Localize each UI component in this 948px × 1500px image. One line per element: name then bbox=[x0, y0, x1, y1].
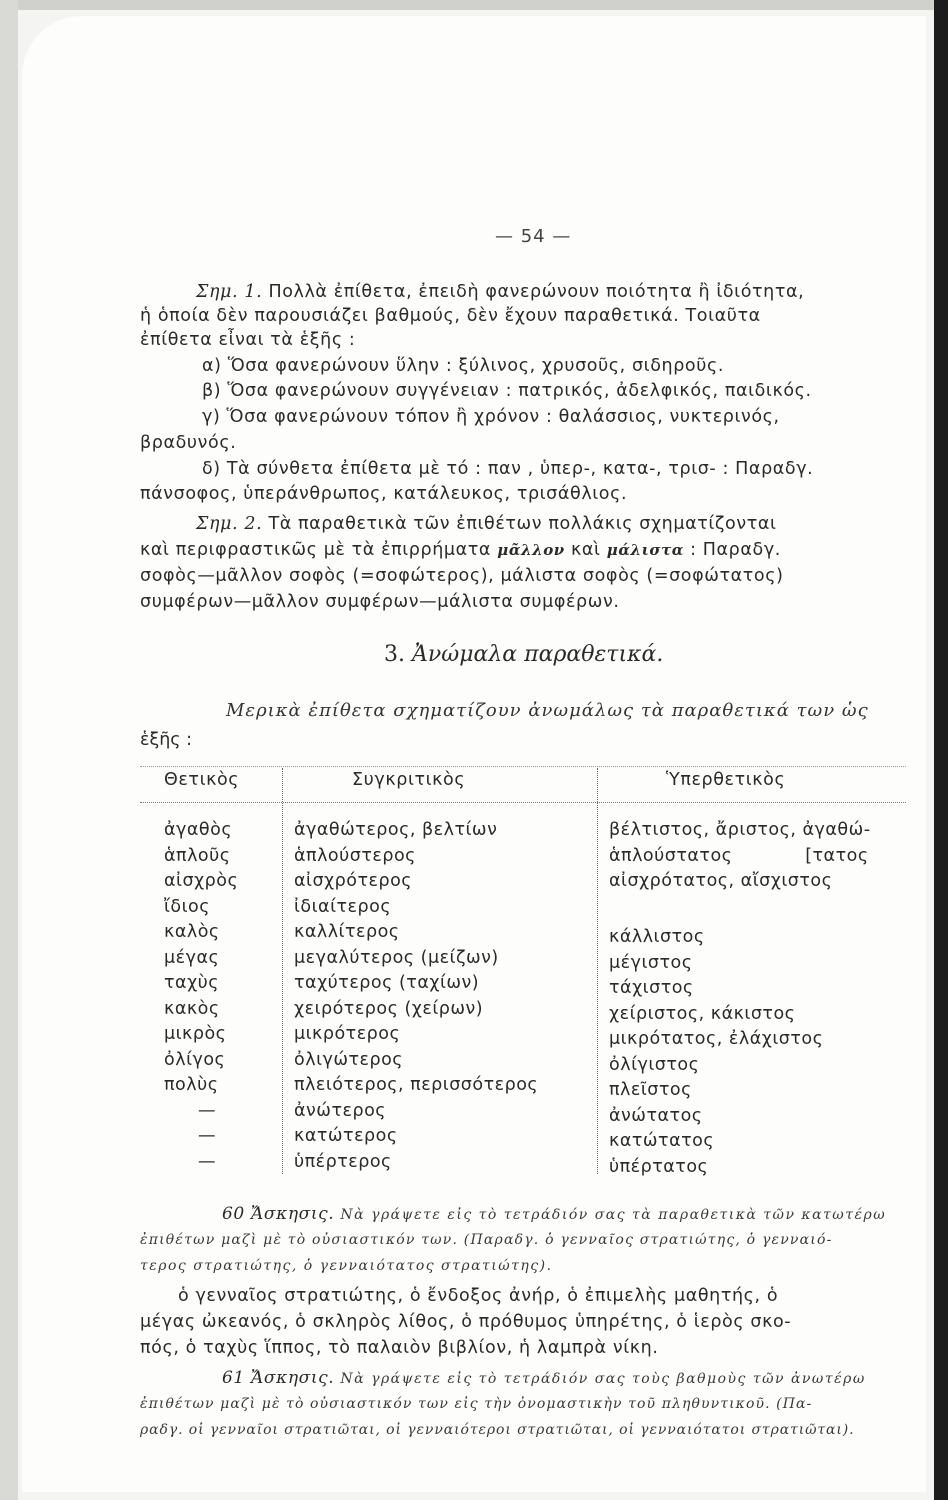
scan-edge-top bbox=[0, 0, 948, 10]
note2-line-4: συμφέρων—μᾶλλον συμφέρων—μάλιστα συμφέρων. bbox=[140, 592, 620, 612]
table-cell: — bbox=[198, 1100, 216, 1121]
note2-label: Σημ. 2. bbox=[196, 514, 263, 534]
table-cell: πλειότερος, περισσότερος bbox=[294, 1075, 539, 1095]
table-cell: ἰδιαίτερος bbox=[294, 896, 392, 917]
note1-item-d: δ) Τὰ σύνθετα ἐπίθετα μὲ τό : παν , ὑπερ-, κατα-, τρισ- : Παραδγ. bbox=[202, 459, 814, 479]
table-cell: ἴδιος bbox=[164, 896, 211, 917]
note1-label: Σημ. 1. bbox=[196, 282, 263, 302]
exercise60-text-2: μέγας ὠκεανός, ὁ σκληρὸς λίθος, ὁ πρόθυμος ὑπηρέτης, ὁ ἱερὸς σκο- bbox=[140, 1312, 792, 1332]
exercise60-line-2: ἐπιθέτων μαζὶ μὲ τὸ οὐσιαστικόν των. (Παραδγ. ὁ γενναῖος στρατιώτης, ὁ γενναιό- bbox=[140, 1232, 833, 1248]
table-divider-1 bbox=[282, 768, 283, 1174]
note1-item-c-cont: βραδυνός. bbox=[140, 433, 237, 453]
intro-line-2: ἑξῆς : bbox=[140, 730, 193, 750]
note1-item-b: β) Ὅσα φανερώνουν συγγένειαν : πατρικός, ἀδελφικός, παιδικός. bbox=[202, 381, 812, 401]
table-cell: ἀνώτερος bbox=[294, 1100, 387, 1121]
table-cell: κακὸς bbox=[164, 998, 220, 1019]
table-cell: πλεῖστος bbox=[609, 1080, 692, 1100]
table-cell: αἰσχρότερος bbox=[294, 871, 413, 891]
column-positive bbox=[164, 818, 238, 1175]
table-cell: χείριστος, κάκιστος bbox=[609, 1003, 796, 1024]
scan-edge-left bbox=[0, 0, 18, 1500]
table-cell: — bbox=[198, 1151, 216, 1172]
column-comparative bbox=[294, 818, 538, 1175]
exercise60-text-1: ὁ γενναῖος στρατιώτης, ὁ ἔνδοξος ἀνήρ, ὁ ἐπιμελὴς μαθητής, ὁ bbox=[178, 1286, 779, 1306]
table-divider-2 bbox=[597, 768, 598, 1174]
table-cell: τάχιστος bbox=[609, 978, 694, 998]
table-cell: ἀνώτατος bbox=[609, 1105, 703, 1126]
table-cell: καλὸς bbox=[164, 922, 220, 942]
table-cell: ὀλίγος bbox=[164, 1049, 226, 1070]
note1-item-c: γ) Ὅσα φανερώνουν τόπον ἢ χρόνον : θαλάσσιος, νυκτερινός, bbox=[202, 407, 780, 427]
exercise60-line-3: τερος στρατιώτης, ὁ γενναιότατος στρατιώτης). bbox=[140, 1258, 553, 1274]
exercise61-line-1: 61 Ἄσκησις. Νὰ γράψετε εἰς τὸ τετράδιόν σας τοὺς βαθμοὺς τῶν ἀνωτέρω bbox=[222, 1368, 866, 1388]
table-cell: αἰσχρὸς bbox=[164, 871, 239, 891]
exercise61-line-2: ἐπιθέτων μαζὶ μὲ τὸ οὐσιαστικόν των εἰς τὴν ὀνομαστικὴν τοῦ πληθυντικοῦ. (Πα- bbox=[140, 1396, 813, 1412]
scan-edge-right bbox=[934, 0, 948, 1500]
table-cell: μικρὸς bbox=[164, 1024, 227, 1044]
table-cell: ἁπλούστατος [τατος bbox=[609, 845, 869, 866]
header-superlative: Ὑπερθετικὸς bbox=[666, 770, 786, 790]
table-cell: αἰσχρότατος, αἴσχιστος bbox=[609, 871, 833, 891]
table-cell: ταχύτερος (ταχίων) bbox=[294, 973, 480, 993]
note1-item-d-cont: πάνσοφος, ὑπεράνθρωπος, κατάλευκος, τρισάθλιος. bbox=[140, 484, 628, 504]
note1-line-1: Σημ. 1. Πολλὰ ἐπίθετα, ἐπειδὴ φανερώνουν ποιότητα ἢ ἰδιότητα, bbox=[196, 282, 805, 302]
table-cell: — bbox=[198, 1126, 216, 1146]
table-cell: χειρότερος (χείρων) bbox=[294, 998, 484, 1019]
header-positive: Θετικὸς bbox=[164, 770, 240, 790]
exercise60-text-3: πός, ὁ ταχὺς ἵππος, τὸ παλαιὸν βιβλίον, ἡ λαμπρὰ νίκη. bbox=[140, 1338, 659, 1358]
table-cell: ὀλίγιστος bbox=[609, 1054, 700, 1075]
table-cell: ἀγαθώτερος, βελτίων bbox=[294, 820, 498, 840]
section-title: Ἀνώμαλα παραθετικά. bbox=[412, 642, 664, 667]
note1-line-3: ἐπίθετα εἶναι τὰ ἑξῆς : bbox=[140, 330, 356, 350]
note2-line-1: Σημ. 2. Τὰ παραθετικὰ τῶν ἐπιθέτων πολλάκις σχηματίζονται bbox=[196, 514, 777, 534]
note2-line-2: καὶ περιφραστικῶς μὲ τὰ ἐπιρρήματα μᾶλλον καὶ μάλιστα : Παραδγ. bbox=[140, 540, 781, 560]
table-cell: μικρότερος bbox=[294, 1024, 401, 1044]
section-heading: 3. Ἀνώμαλα παραθετικά. bbox=[384, 642, 664, 667]
table-top-rule bbox=[140, 766, 906, 767]
table-cell: ἀγαθὸς bbox=[164, 820, 233, 840]
page-number: — 54 — bbox=[495, 226, 572, 247]
table-cell: ἁπλοῦς bbox=[164, 845, 231, 866]
table-cell bbox=[609, 895, 871, 921]
column-superlative bbox=[609, 818, 871, 1180]
note1-line-2: ἡ ὁποία δὲν παρουσιάζει βαθμούς, δὲν ἔχουν παραθετικά. Τοιαῦτα bbox=[140, 306, 761, 326]
table-cell: μέγας bbox=[164, 947, 220, 968]
note2-line-3: σοφὸς—μᾶλλον σοφὸς (=σοφώτερος), μάλιστα σοφὸς (=σοφώτατος) bbox=[140, 566, 784, 586]
exercise60-line-1: 60 Ἄσκησις. Νὰ γράψετε εἰς τὸ τετράδιόν σας τὰ παραθετικὰ τῶν κατωτέρω bbox=[222, 1204, 887, 1224]
header-comparative: Συγκριτικὸς bbox=[352, 770, 466, 790]
table-cell: ἁπλούστερος bbox=[294, 845, 416, 866]
table-cell: κατώτερος bbox=[294, 1126, 398, 1146]
exercise61-label: 61 Ἄσκησις. bbox=[222, 1368, 335, 1388]
table-cell: κάλλιστος bbox=[609, 927, 705, 947]
table-cell: βέλτιστος, ἄριστος, ἀγαθώ- bbox=[609, 820, 871, 840]
table-cell: καλλίτερος bbox=[294, 922, 400, 942]
table-cell: ὑπέρτατος bbox=[609, 1156, 709, 1177]
table-cell: μέγιστος bbox=[609, 952, 693, 973]
table-header-rule bbox=[140, 802, 906, 803]
table-cell: μεγαλύτερος (μείζων) bbox=[294, 947, 499, 968]
table-cell: πολὺς bbox=[164, 1075, 219, 1095]
table-cell: ὑπέρτερος bbox=[294, 1151, 392, 1172]
exercise61-line-3: ραδγ. οἱ γενναῖοι στρατιῶται, οἱ γενναιότεροι στρατιῶται, οἱ γενναιότατοι στρατιῶται). bbox=[140, 1422, 855, 1438]
table-cell: κατώτατος bbox=[609, 1131, 715, 1151]
table-cell: μικρότατος, ἐλάχιστος bbox=[609, 1029, 824, 1049]
table-cell: ταχὺς bbox=[164, 973, 220, 993]
table-cell: ὀλιγώτερος bbox=[294, 1049, 404, 1070]
note1-item-a: α) Ὅσα φανερώνουν ὕλην : ξύλινος, χρυσοῦς, σιδηροῦς. bbox=[202, 356, 724, 376]
intro-line-1: Μερικὰ ἐπίθετα σχηματίζουν ἀνωμάλως τὰ παραθετικά των ὡς bbox=[226, 700, 869, 721]
exercise60-label: 60 Ἄσκησις. bbox=[222, 1204, 335, 1224]
